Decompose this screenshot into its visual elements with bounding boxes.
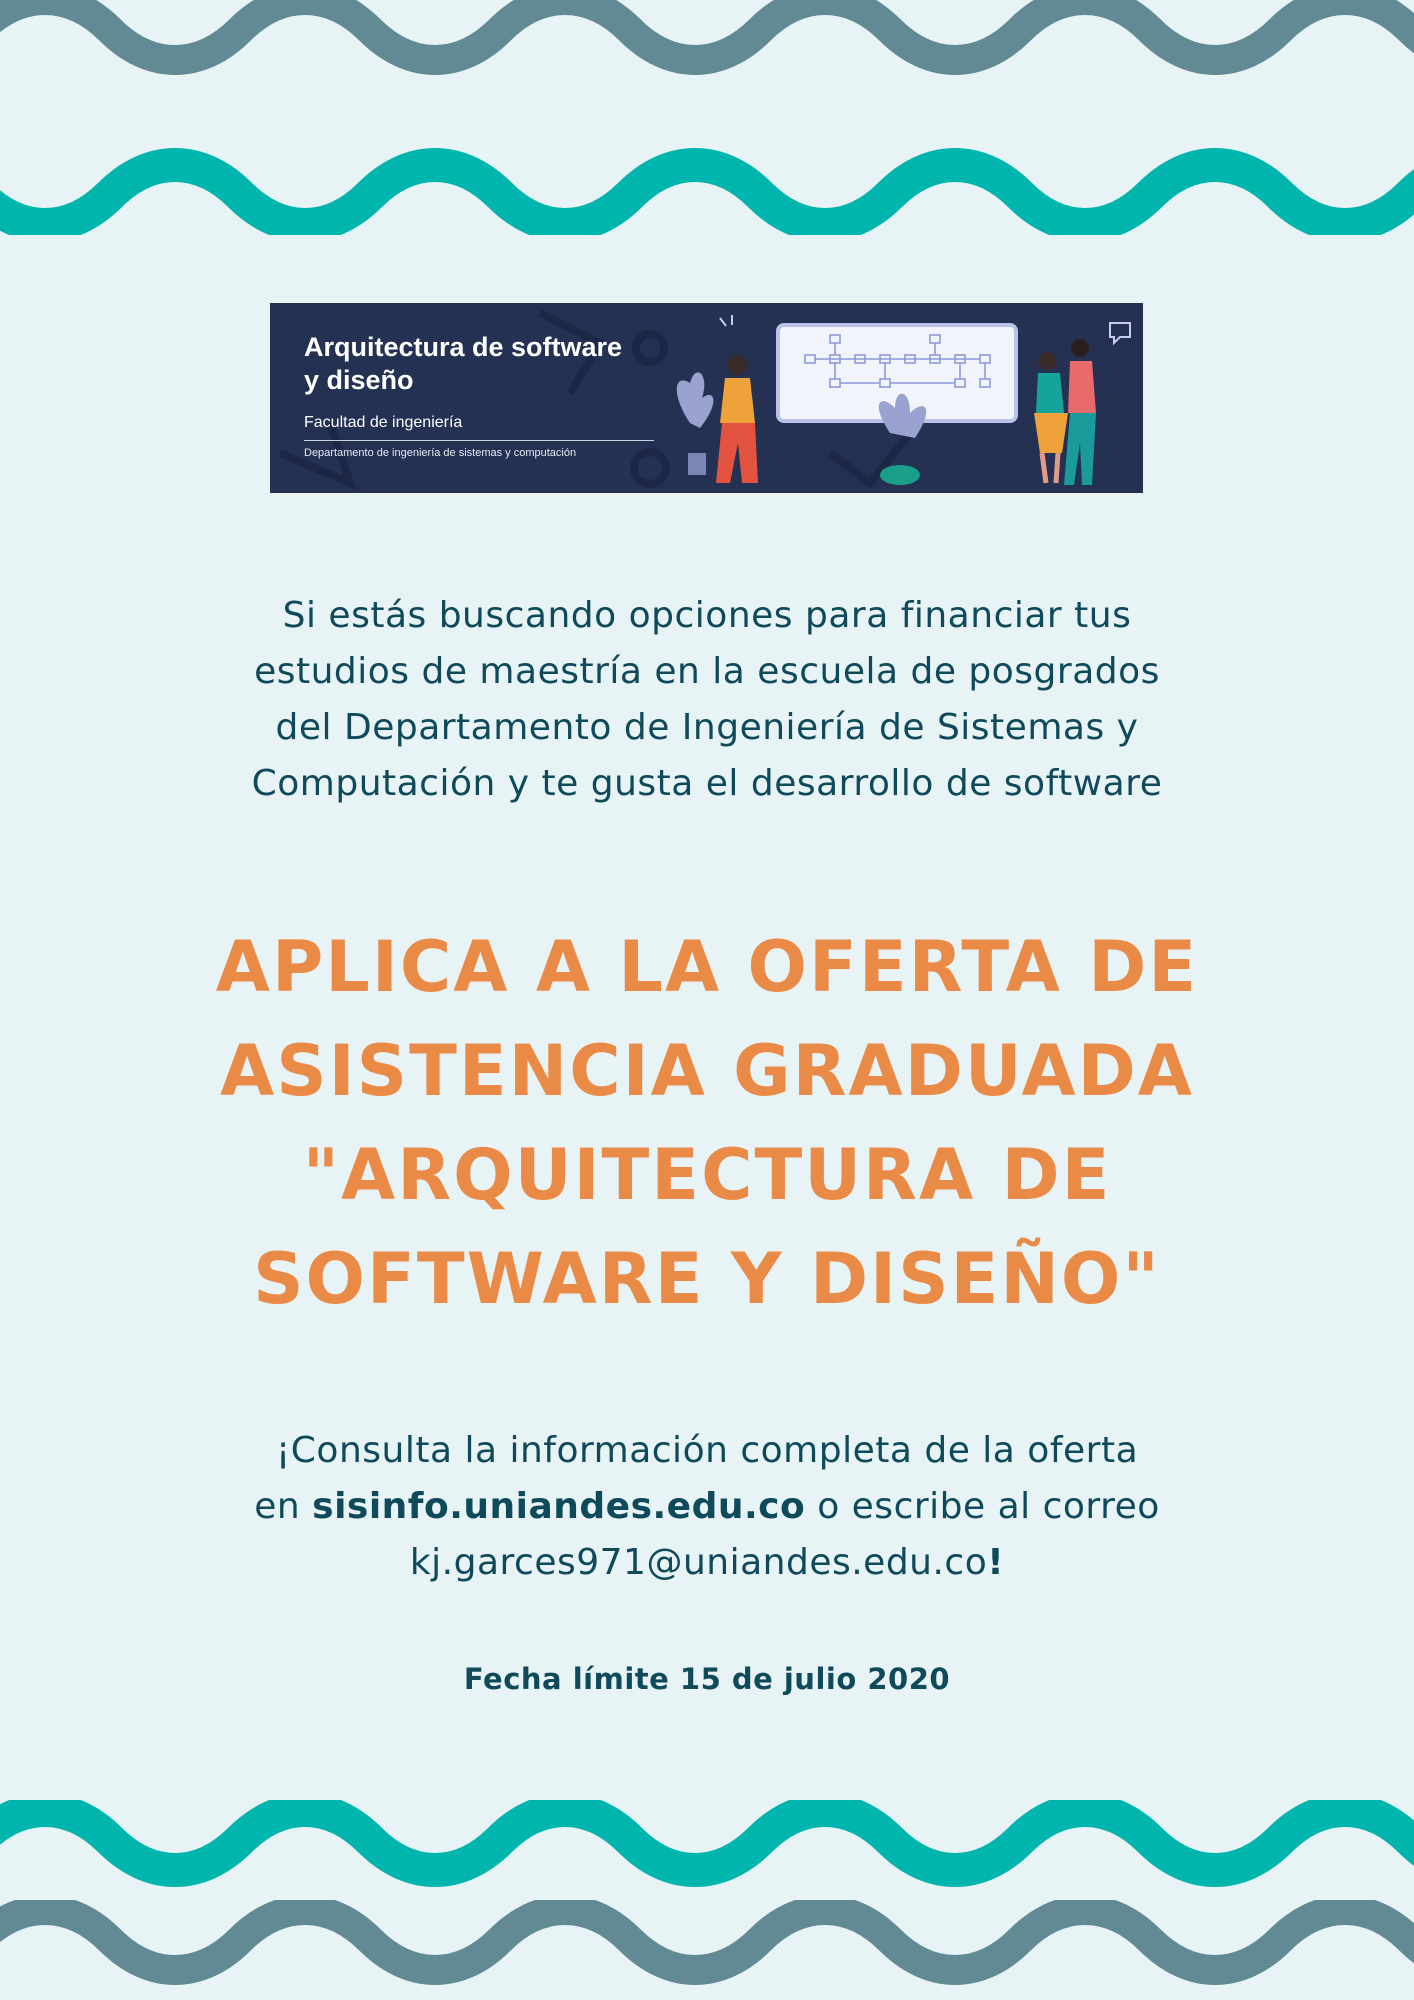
course-banner <box>270 303 1143 493</box>
deadline-text: Fecha límite 15 de julio 2020 <box>463 1662 951 1696</box>
contact-line-1: ¡Consulta la información completa de la oferta <box>275 1430 1139 1471</box>
website-link[interactable]: sisinfo.uniandes.edu.co <box>312 1486 806 1527</box>
headline-line: ASISTENCIA GRADUADA <box>220 1030 1194 1112</box>
intro-line: del Departamento de Ingeniería de Sistemas y <box>275 707 1139 748</box>
banner-title: Arquitectura de software y diseño <box>304 332 623 395</box>
contact-paragraph <box>150 1423 1264 1591</box>
wave-top-teal <box>0 135 1414 235</box>
banner-divider <box>304 440 654 441</box>
contact-line-2 <box>150 1479 1264 1535</box>
intro-line: Computación y te gusta el desarrollo de software <box>251 763 1163 804</box>
intro-line: estudios de maestría en la escuela de posgrados <box>254 651 1160 692</box>
banner-department: Departamento de ingeniería de sistemas y computación <box>304 447 577 459</box>
banner-faculty: Facultad de ingeniería <box>304 414 463 431</box>
email-link[interactable]: kj.garces971@uniandes.edu.co <box>409 1542 988 1583</box>
intro-paragraph <box>150 588 1264 812</box>
headline-line: APLICA A LA OFERTA DE <box>215 926 1199 1008</box>
contact-line-3 <box>150 1535 1264 1591</box>
contact-suffix: o escribe al correo <box>805 1486 1160 1527</box>
contact-exclamation: ! <box>987 1542 1005 1583</box>
headline-line: "ARQUITECTURA DE <box>302 1134 1112 1216</box>
wave-top-dark <box>0 0 1414 100</box>
headline <box>120 915 1294 1331</box>
headline-line: SOFTWARE Y DISEÑO" <box>253 1238 1161 1320</box>
contact-prefix: en <box>254 1486 313 1527</box>
wave-bottom-teal <box>0 1800 1414 1900</box>
wave-bottom-dark <box>0 1900 1414 2000</box>
intro-line: Si estás buscando opciones para financiar tus <box>282 595 1132 636</box>
